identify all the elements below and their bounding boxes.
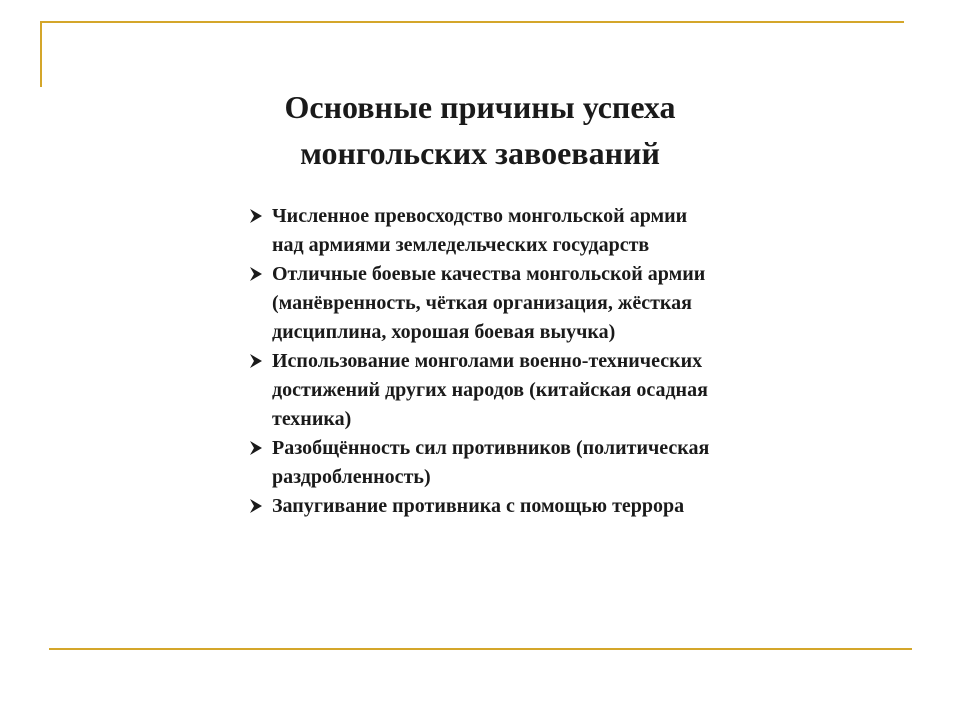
list-item <box>246 492 716 521</box>
list-item <box>246 434 716 492</box>
frame-left-line <box>40 21 42 87</box>
list-item-text: Запугивание противника с помощью террора <box>272 495 685 517</box>
arrowhead-bullet-icon <box>248 498 264 514</box>
list-item <box>246 260 716 347</box>
slide-title-line-1: Основные причины успеха <box>284 89 676 125</box>
list-item-text: Отличные боевые качества монгольской армии (манёвренность, чёткая организация, жёсткая дисциплина, хорошая боевая выучка) <box>272 263 706 343</box>
arrowhead-bullet-icon <box>248 440 264 456</box>
arrowhead-bullet-icon <box>248 266 264 282</box>
frame-top-line <box>40 21 904 23</box>
reasons-list <box>246 202 716 521</box>
list-item <box>246 347 716 434</box>
arrowhead-bullet-icon <box>248 353 264 369</box>
list-item <box>246 202 716 260</box>
frame-bottom-line <box>49 648 912 650</box>
list-item-text: Разобщённость сил противников (политическая раздробленность) <box>272 437 710 488</box>
list-item-text: Численное превосходство монгольской армии над армиями земледельческих государств <box>272 205 688 256</box>
slide-title <box>200 84 760 176</box>
list-item-text: Использование монголами военно-технических достижений других народов (китайская осадная техника) <box>272 350 708 430</box>
arrowhead-bullet-icon <box>248 208 264 224</box>
slide-title-line-2: монгольских завоеваний <box>300 135 660 171</box>
